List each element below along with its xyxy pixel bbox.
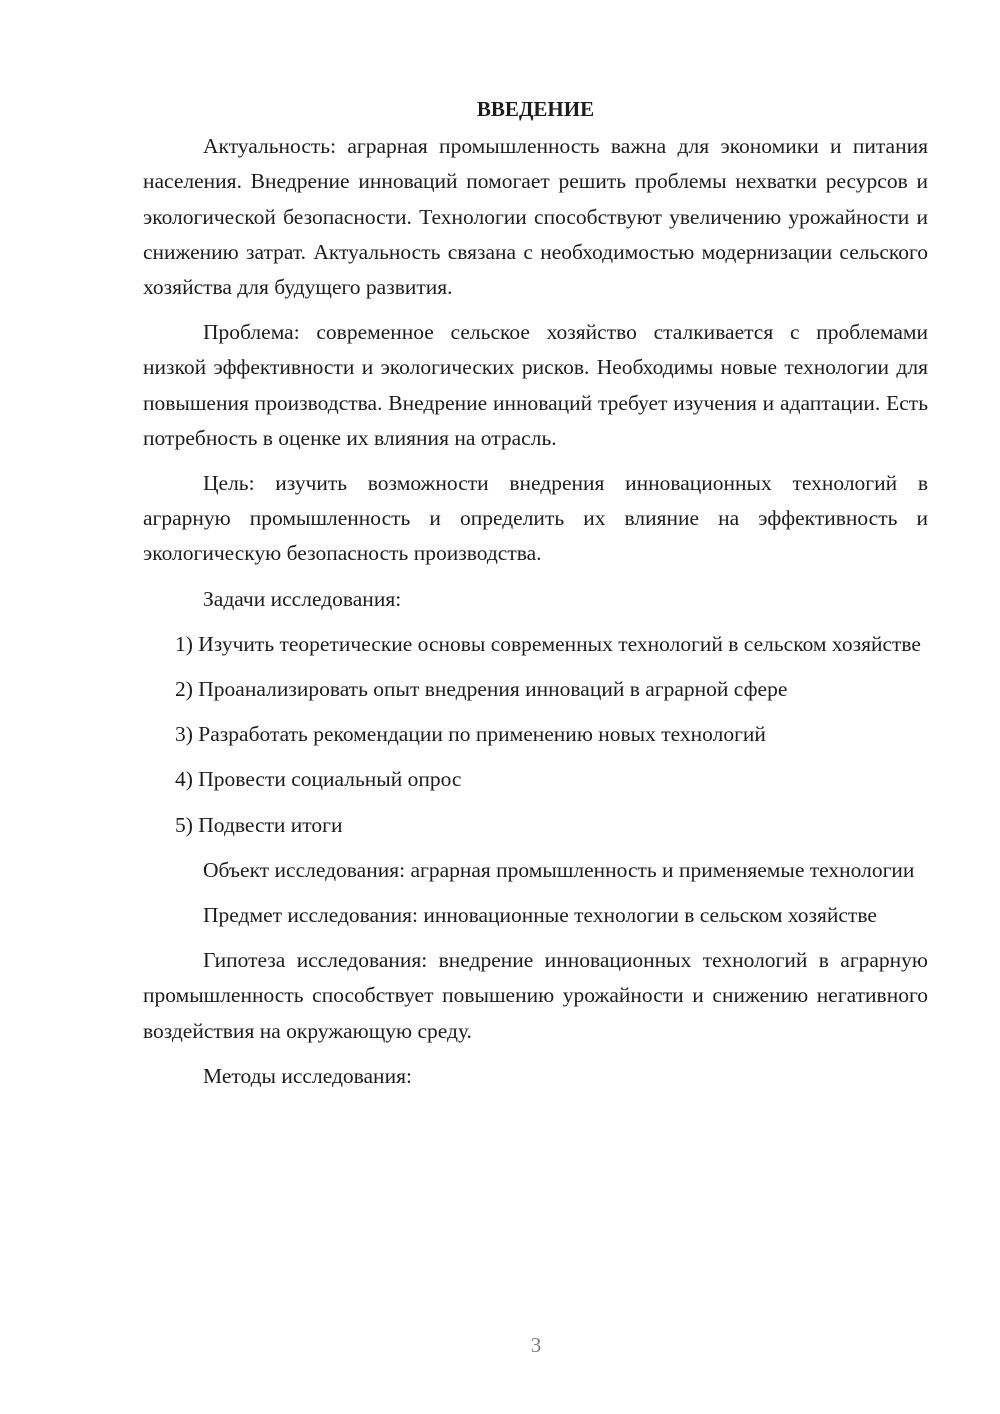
hypothesis-paragraph: Гипотеза исследования: внедрение инновационных технологий в аграрную промышленность способствует повышению урожайности и снижению негативного воздействия на окружающую среду. [143,948,928,1043]
goal-paragraph: Цель: изучить возможности внедрения инновационных технологий в аграрную промышленность и определить их влияние на эффективность и экологическую безопасность производства. [143,471,928,566]
list-item: 4) Провести социальный опрос [175,767,462,792]
list-item: 3) Разработать рекомендации по применению новых технологий [175,722,766,747]
methods-heading: Методы исследования: [203,1063,412,1088]
list-item: 2) Проанализировать опыт внедрения инноваций в аграрной сфере [175,677,788,702]
list-item: 1) Изучить теоретические основы современных технологий в сельском хозяйстве [175,631,921,656]
section-title: ВВЕДЕНИЕ [476,97,595,121]
subject-paragraph: Предмет исследования: инновационные технологии в сельском хозяйстве [203,903,877,928]
problem-paragraph: Проблема: современное сельское хозяйство сталкивается с проблемами низкой эффективности и экологических рисков. Необходимы новые технологии для повышения производства. Внедрение инноваций требует изучения и адаптации. Есть потребность в оценке их влияния на отрасль. [143,320,928,450]
page-number: 3 [530,1333,542,1357]
tasks-list [143,627,928,843]
relevance-paragraph: Актуальность: аграрная промышленность важна для экономики и питания населения. Внедрение инноваций помогает решить проблемы нехватки ресурсов и экологической безопасности. Технологии способствуют увеличению урожайности и снижению затрат. Актуальность связана с необходимостью модернизации сельского хозяйства для будущего развития. [143,134,928,300]
document-page [143,92,928,1104]
object-paragraph: Объект исследования: аграрная промышленность и применяемые технологии [203,857,915,882]
tasks-heading: Задачи исследования: [203,586,402,611]
list-item: 5) Подвести итоги [175,812,343,837]
